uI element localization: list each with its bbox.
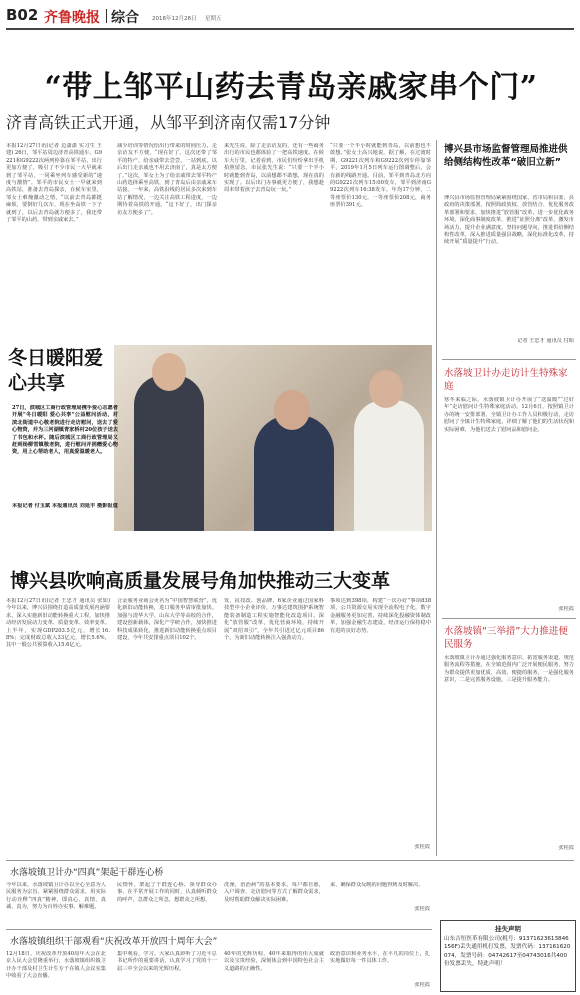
section-name: 综合 (111, 10, 139, 26)
second-story-col3: 发，抗技改、创品牌，6家企业通过国家科技型中小企业评价，万事达建筑围护系统智能装备制造工程实施智能化改造项目。深化“放管服”改革，优化营商环境，持续开展“双招双引”，全年共引进过亿元项目86个，为新旧动能转换注入强劲动力。 (224, 598, 324, 642)
bottom-story2-col1: 12月18日，庆祝改革开放40周年大会在北京人民大会堂隆重举行，水落坡镇组织镇卫计办干部及村卫生计生专干在镇人会议室集中收看了大会直播。 (6, 951, 106, 980)
bottom-story2-title: 水落坡镇组织干部观看“庆祝改革开放四十周年大会” (10, 937, 218, 947)
right-divider-2 (442, 618, 576, 619)
main-story-col2: 减少培训等情况给出行带来的时间压力，走亲访友不方便，“现在好了，这次还带了邹平的特产，给亲戚带去尝尝，一站到底，以后出门走亲戚也不用去济南了，真是太方便了。”这次，邹女士为了给亲戚带去邹平特产山药选择乘坐高铁，到了青岛后由亲戚来车站接。一年来，高铁沿线的居民多次来到车站了解情况，一边关注高铁工程进度，一边期待着高铁的开通，“这下好了，出门探亲访友方便多了”。 (117, 143, 217, 216)
elder-head (274, 390, 310, 430)
bottom-story1-col2: 民情怀，架起了干群连心桥。领导群众办事，在平常开展工作的同时，认真倾听群众的呼声，急群众之所急，想群众之所想。 (117, 882, 217, 903)
lost-notice-box (440, 920, 576, 992)
second-story-col4: 事项达到398项，构建“一次办好”事项838项，公共资源交易实现全流程电子化，数字金融服务更加完善，持续深化投融资体制改革，加强金融生态建设，经济运行保持稳中有进的良好态势。 (330, 598, 431, 634)
elder-figure (254, 415, 334, 531)
second-headline: 博兴县吹响高质量发展号角加快推动三大变革 (10, 570, 391, 592)
main-story-col4: “只要一个半小时就能到青岛，以前想也不敢想。”张女士高兴地说。据了解，在过渡时期，G9221次列车和G9222次列车停靠邹平，2019年1月5日列车运行图调整后，会有新的线路开通。目前，邹平到青岛北方向的G9221次列车15:00发车，邹平到济南G9222次列车16:38发车，年均17分钟，二等座票价130元，一等座票价208元，商务座票价391元。 (330, 143, 431, 209)
right-story3-body: 水落坡镇卫计办通过强化服务意识、拓宽服务渠道、规范服务流程等措施，在全镇范围内广泛开展便民服务，努力为群众提供更加优质、高效、便捷的服务，一是强化服务意识，二是完善服务设施，三是提升服务能力。 (444, 655, 574, 684)
bottom-story1-title: 水落坡镇卫计办“四真”架起干群连心桥 (10, 868, 164, 878)
person-left-head (152, 353, 186, 391)
second-story-col1: 本报12月27日讯(记者 王忠才 通讯员 张如) 今年以来，博兴县围绕打造高质量发展内涵要求，深入实施新旧动能转换重大工程，加快推动经济发展动力变革、质量变革、效率变革。上半年，实现GDP203.5亿元，增长16.8%；完成财政总收入33亿元，增长5.6%，其中一般公共预算收入15.6亿元。 (6, 598, 110, 649)
issue-date: 2018年12月28日 (152, 16, 197, 22)
bottom-story1-credit: 张桂霞 (414, 906, 430, 912)
main-headline: “带上邹平山药去青岛亲戚家串个门” (44, 70, 538, 105)
bottom-story2-col3: 40年的光辉历程，40年来取得的伟大成就以及宝贵经验，深刻体会到中国特色社会主义道路的正确性。 (224, 951, 324, 972)
header-rule (6, 28, 574, 30)
newspaper-logo: 齐鲁晚报 (44, 10, 100, 26)
bottom-rule-1 (6, 860, 574, 861)
bottom-story1-col1: 今年以来，水落坡镇卫计办以全心全意为人民服务为宗旨，紧紧围绕群众需求，用实际行动诠释“四真”精神，即真心、真情、真诚、真为，努力为百姓办实事、解难题。 (6, 882, 106, 911)
photo-credit: 本报记者 付玉斌 本报通讯员 刘延丰 摄影报道 (12, 503, 118, 509)
right-column-divider (436, 140, 437, 856)
right-story1-body: 博兴县市场监督管理局紧紧围绕国家、省市局和县委、县政府的决策部署，按照简政放权、放管结合、优化服务改革部署和要求，加快推进“放管服”改革，进一步优化政务环境，深化商事制度改革，推进“证照分离”改革，激发市场活力，提升企业满意度。坚持问题导向，推进供给侧结构性改革，深入推进质量强县战略，深化标准化改革，持续开展“质量提升”行动。 (444, 195, 574, 246)
main-story-col3: 来先生说，除了走亲访友的，还有一些商务出行的市民也都体验了一把高铁速度。在候车大厅里，记者看到，市民们纷纷拿出手机拍照留念，市民张先生说：“只要一个半小时就能到青岛，以前想都不敢想，现在真的实现了。以后出门办事就更方便了，我想趁周末带着孩子去青岛玩一玩。” (224, 143, 324, 194)
right-story2-credit: 张桂霞 (558, 606, 574, 612)
second-story-col2: 合金服务业商会更名为“中国智慧联营”，优化新旧动能转换，进口服务申请审批加快。加强与清华大学、山东大学等高校的合作，建设创新载体，深化产学研合作，加快推进科技成果转化，推进新旧动能转换重点项目建设，今年共安排重点项目102个。 (117, 598, 217, 642)
photo-story-title: 冬日暖阳爱心共享 (8, 347, 104, 394)
right-story2-body: 寒冬来临之际，水落坡镇卫计办开展了“送温暖”“过好年”走访慰问计生特殊家庭活动。12月6日，按照镇卫计办的统一安排部署，全镇卫计办工作人员积极行动，走访慰问了全镇计生特殊家庭，详细了解了他们的生活状况和实际困难，为他们送去了慰问品和慰问金。 (444, 397, 574, 433)
main-story-col1: 本报12月27日讯(记者 边潇潇 实习生 王建) 26日，邹平站周边济青高铁通车，G9221和G9222次两列停靠在邹平站，出行更加方便了，吸引了不少市民一大早就来到了邹平站，一同乘坐列车感受新的“速度与激情”。邹平的市民女士一早就来到高铁站，准备去青岛探亲，在候车室里，邹女士难掩激动之情，“以前去青岛都挺麻烦，要倒好几次车，现在坐高铁一下子就到了，以后去青岛就方便多了，我还带了邹平的山药，带到亲戚家去。” (6, 143, 102, 224)
issue-weekday: 星期五 (205, 16, 222, 22)
bottom-story1-col3: 洗澡，治治病”的基本要求，每户都自愿，入户调查、走访慰问等方式了解群众需求，及时帮助群众解决实际困难。 (224, 882, 324, 903)
right-story1-title: 博兴县市场监督管理局推进供给侧结构性改革“破旧立新” (444, 144, 568, 168)
right-story3-title: 水落坡镇“三举措”大力推进便民服务 (444, 626, 568, 650)
main-subhead: 济青高铁正式开通，从邹平到济南仅需17分钟 (6, 113, 331, 132)
person-right-figure (354, 400, 424, 531)
second-story-credit: 张桂霞 (414, 844, 430, 850)
volunteer-photo (114, 345, 432, 531)
right-story3-credit: 张桂霞 (558, 845, 574, 851)
lost-notice-body: 山东吉恒医革有限公司(税号：91371623613846156F)丢失通用机打发票，发票代码：137161620074，发票号码：04742617至04743016共400份发票丢失，特此声明！ (444, 936, 571, 968)
bottom-story2-col2: 集中观看，学习。大家认真聆听了习近平总书记所作的重要讲话，认真学习了党的十一届三中全会以来的光辉历程。 (117, 951, 217, 972)
header-divider (106, 9, 107, 23)
right-story2-title: 水落坡卫计办走访计生特殊家庭 (444, 368, 568, 392)
right-divider-1 (442, 359, 576, 360)
bottom-rule-2 (6, 929, 432, 930)
lost-notice-title: 挂失声明 (495, 925, 521, 933)
bottom-story2-col4: 政治意识和业务水平，在平凡的岗位上，扎实地做好每一件具体工作。 (330, 951, 430, 965)
right-story1-credit: 记者 王忠才 通讯员 付昭 (517, 338, 574, 344)
photo-caption: 27日，滨城区工商行政管理局携手爱心志愿者开展“冬日暖阳 爱心共享”公益慰问活动，对滨北街道中心敬老院进行走访慰问，送去了爱心物资，并为三河湖镇青家桥村20位孩子送去了书包和水杯。随后滨城区工商行政管理局又赶到杨柳雪镇敬老院，进行慰问并捐赠爱心物资，用上心帮助老人，用真爱温暖老人。 (12, 405, 118, 456)
person-right-head (369, 370, 403, 408)
bottom-story1-col4: 来，确保群众反映的问题得到及时解决。 (330, 882, 424, 888)
person-left-figure (134, 375, 204, 531)
page-number: B02 (6, 6, 39, 24)
bottom-story2-credit: 张桂霞 (414, 982, 430, 988)
